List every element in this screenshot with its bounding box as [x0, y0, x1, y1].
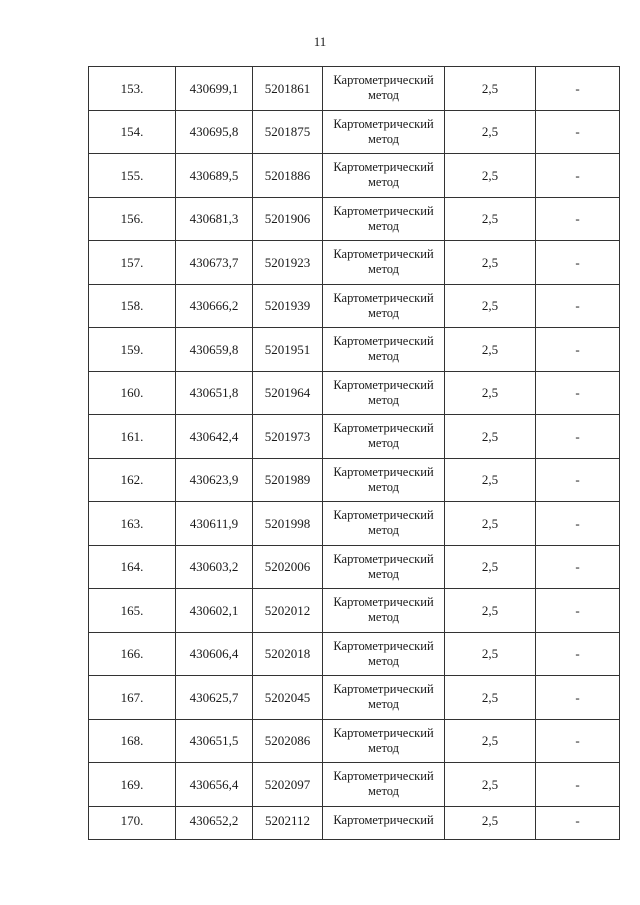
precision-cell: 2,5 [445, 284, 536, 328]
method-cell: Картометрический метод [323, 545, 445, 589]
x-coordinate-cell: 430652,2 [176, 806, 253, 839]
y-coordinate-cell: 5202006 [253, 545, 323, 589]
method-cell: Картометрический метод [323, 502, 445, 546]
table-row [89, 328, 620, 372]
y-coordinate-cell: 5201964 [253, 371, 323, 415]
precision-cell: 2,5 [445, 371, 536, 415]
y-coordinate-cell: 5201998 [253, 502, 323, 546]
y-coordinate-cell: 5201861 [253, 67, 323, 111]
x-coordinate-cell: 430606,4 [176, 632, 253, 676]
precision-cell: 2,5 [445, 328, 536, 372]
method-cell: Картометрический метод [323, 632, 445, 676]
y-coordinate-cell: 5201939 [253, 284, 323, 328]
note-cell: - [536, 589, 620, 633]
method-cell: Картометрический [323, 806, 445, 839]
table-row [89, 154, 620, 198]
y-coordinate-cell: 5202086 [253, 719, 323, 763]
note-cell: - [536, 371, 620, 415]
method-cell: Картометрический метод [323, 763, 445, 807]
point-number-cell: 168. [89, 719, 176, 763]
method-cell: Картометрический метод [323, 197, 445, 241]
table-row [89, 458, 620, 502]
point-number-cell: 155. [89, 154, 176, 198]
method-cell: Картометрический метод [323, 110, 445, 154]
point-number-cell: 157. [89, 241, 176, 285]
note-cell: - [536, 502, 620, 546]
method-cell: Картометрический метод [323, 371, 445, 415]
precision-cell: 2,5 [445, 458, 536, 502]
point-number-cell: 164. [89, 545, 176, 589]
y-coordinate-cell: 5201989 [253, 458, 323, 502]
note-cell: - [536, 806, 620, 839]
table-row [89, 763, 620, 807]
precision-cell: 2,5 [445, 676, 536, 720]
note-cell: - [536, 719, 620, 763]
point-number-cell: 153. [89, 67, 176, 111]
precision-cell: 2,5 [445, 197, 536, 241]
point-number-cell: 165. [89, 589, 176, 633]
table-row [89, 545, 620, 589]
method-cell: Картометрический метод [323, 719, 445, 763]
method-cell: Картометрический метод [323, 154, 445, 198]
x-coordinate-cell: 430642,4 [176, 415, 253, 459]
note-cell: - [536, 284, 620, 328]
point-number-cell: 169. [89, 763, 176, 807]
table-row [89, 676, 620, 720]
x-coordinate-cell: 430689,5 [176, 154, 253, 198]
point-number-cell: 170. [89, 806, 176, 839]
x-coordinate-cell: 430666,2 [176, 284, 253, 328]
x-coordinate-cell: 430651,5 [176, 719, 253, 763]
table-row [89, 719, 620, 763]
precision-cell: 2,5 [445, 110, 536, 154]
method-cell: Картометрический метод [323, 458, 445, 502]
method-cell: Картометрический метод [323, 589, 445, 633]
page-number: 11 [313, 34, 327, 49]
x-coordinate-cell: 430611,9 [176, 502, 253, 546]
y-coordinate-cell: 5201906 [253, 197, 323, 241]
table-row [89, 632, 620, 676]
method-cell: Картометрический метод [323, 284, 445, 328]
y-coordinate-cell: 5202018 [253, 632, 323, 676]
table-row [89, 67, 620, 111]
table-row [89, 371, 620, 415]
point-number-cell: 162. [89, 458, 176, 502]
x-coordinate-cell: 430656,4 [176, 763, 253, 807]
point-number-cell: 167. [89, 676, 176, 720]
note-cell: - [536, 197, 620, 241]
note-cell: - [536, 328, 620, 372]
precision-cell: 2,5 [445, 763, 536, 807]
x-coordinate-cell: 430699,1 [176, 67, 253, 111]
coordinates-table [88, 66, 620, 840]
precision-cell: 2,5 [445, 806, 536, 839]
coordinates-table-body [89, 67, 620, 840]
x-coordinate-cell: 430659,8 [176, 328, 253, 372]
point-number-cell: 156. [89, 197, 176, 241]
point-number-cell: 154. [89, 110, 176, 154]
y-coordinate-cell: 5202045 [253, 676, 323, 720]
note-cell: - [536, 154, 620, 198]
y-coordinate-cell: 5201886 [253, 154, 323, 198]
note-cell: - [536, 110, 620, 154]
method-cell: Картометрический метод [323, 328, 445, 372]
y-coordinate-cell: 5201951 [253, 328, 323, 372]
x-coordinate-cell: 430681,3 [176, 197, 253, 241]
x-coordinate-cell: 430695,8 [176, 110, 253, 154]
method-cell: Картометрический метод [323, 67, 445, 111]
precision-cell: 2,5 [445, 502, 536, 546]
note-cell: - [536, 676, 620, 720]
x-coordinate-cell: 430623,9 [176, 458, 253, 502]
method-cell: Картометрический метод [323, 676, 445, 720]
table-row [89, 284, 620, 328]
y-coordinate-cell: 5202112 [253, 806, 323, 839]
y-coordinate-cell: 5202097 [253, 763, 323, 807]
method-cell: Картометрический метод [323, 415, 445, 459]
point-number-cell: 163. [89, 502, 176, 546]
point-number-cell: 160. [89, 371, 176, 415]
x-coordinate-cell: 430625,7 [176, 676, 253, 720]
precision-cell: 2,5 [445, 719, 536, 763]
note-cell: - [536, 763, 620, 807]
table-row [89, 415, 620, 459]
point-number-cell: 161. [89, 415, 176, 459]
note-cell: - [536, 415, 620, 459]
table-row [89, 806, 620, 839]
precision-cell: 2,5 [445, 545, 536, 589]
precision-cell: 2,5 [445, 632, 536, 676]
point-number-cell: 166. [89, 632, 176, 676]
note-cell: - [536, 545, 620, 589]
precision-cell: 2,5 [445, 154, 536, 198]
table-row [89, 110, 620, 154]
precision-cell: 2,5 [445, 241, 536, 285]
precision-cell: 2,5 [445, 67, 536, 111]
note-cell: - [536, 241, 620, 285]
y-coordinate-cell: 5201875 [253, 110, 323, 154]
y-coordinate-cell: 5201923 [253, 241, 323, 285]
x-coordinate-cell: 430603,2 [176, 545, 253, 589]
table-row [89, 241, 620, 285]
table-row [89, 589, 620, 633]
y-coordinate-cell: 5202012 [253, 589, 323, 633]
point-number-cell: 159. [89, 328, 176, 372]
table-row [89, 502, 620, 546]
note-cell: - [536, 458, 620, 502]
x-coordinate-cell: 430651,8 [176, 371, 253, 415]
precision-cell: 2,5 [445, 415, 536, 459]
point-number-cell: 158. [89, 284, 176, 328]
x-coordinate-cell: 430673,7 [176, 241, 253, 285]
table-row [89, 197, 620, 241]
y-coordinate-cell: 5201973 [253, 415, 323, 459]
x-coordinate-cell: 430602,1 [176, 589, 253, 633]
note-cell: - [536, 632, 620, 676]
precision-cell: 2,5 [445, 589, 536, 633]
method-cell: Картометрический метод [323, 241, 445, 285]
note-cell: - [536, 67, 620, 111]
